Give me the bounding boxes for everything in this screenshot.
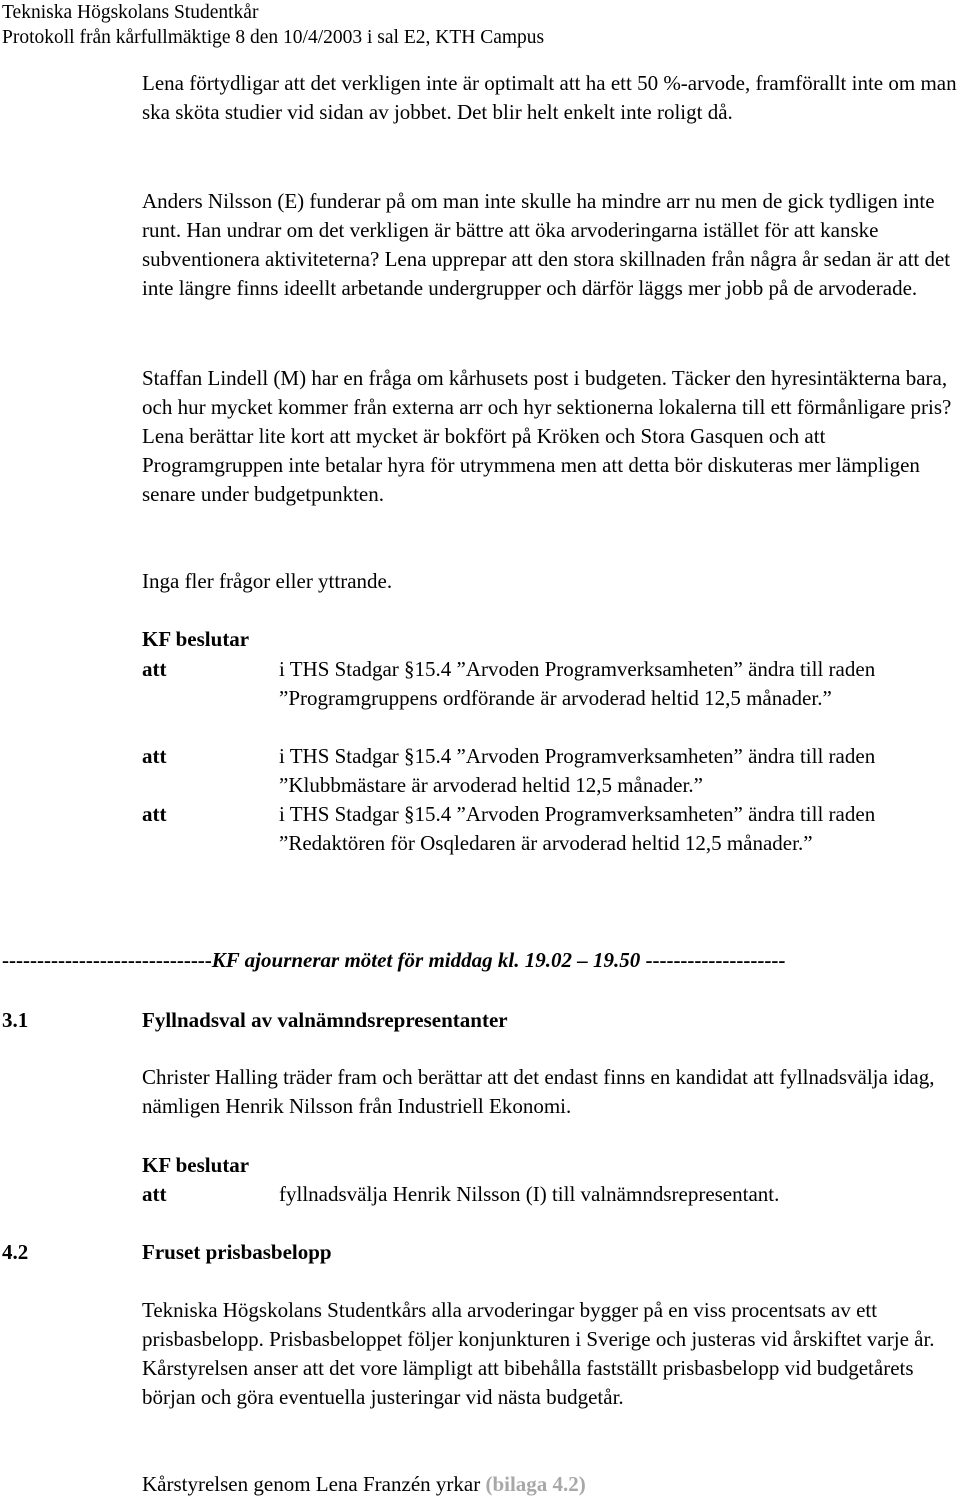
decision-text: i THS Stadgar §15.4 ”Arvoden Programverksamheten” ändra till raden ”Klubbmästare är arvoderad heltid 12,5 månader.” (279, 744, 876, 797)
decision-label: att (142, 802, 167, 826)
adjournment-text: KF ajournerar mötet för middag kl. 19.02 – 19.50 (211, 948, 641, 972)
header-protocol-title: Protokoll från kårfullmäktige 8 den 10/4/2003 i sal E2, KTH Campus (2, 27, 545, 48)
attachment-link[interactable]: (bilaga 4.2) (485, 1472, 586, 1496)
decision-label: att (142, 1182, 167, 1206)
section-body: Christer Halling träder fram och berättar att det endast finns en kandidat att fyllnadsvälja idag, nämligen Henrik Nilsson från Industriell Ekonomi. (142, 1065, 935, 1118)
section-title: Fruset prisbasbelopp (142, 1240, 332, 1264)
separator-dashes-left: ------------------------------ (2, 948, 212, 972)
paragraph-no-more-questions: Inga fler frågor eller yttrande. (142, 569, 393, 593)
document-header (2, 0, 544, 50)
decision-text: fyllnadsvälja Henrik Nilsson (I) till valnämndsrepresentant. (279, 1182, 780, 1206)
motion-text: Kårstyrelsen genom Lena Franzén yrkar (142, 1472, 486, 1496)
adjournment-separator (2, 946, 785, 975)
decision-heading: KF beslutar (142, 627, 250, 651)
motion-line (142, 1470, 957, 1499)
paragraph-anders-nilsson: Anders Nilsson (E) funderar på om man inte skulle ha mindre arr nu men de gick tydligen inte runt. Han undrar om det verkligen är bättre att öka arvoderingarna istället för att kanske subventionera aktiviteterna? Lena upprepar att den stora skillnaden från några år sedan är att det inte längre finns ideellt arbetande undergrupper och därför läggs mer jobb på de arvoderade. (142, 189, 951, 300)
section-title: Fyllnadsval av valnämndsrepresentanter (142, 1008, 508, 1032)
decision-text: i THS Stadgar §15.4 ”Arvoden Programverksamheten” ändra till raden ”Programgruppens ordförande är arvoderad heltid 12,5 månader.” (279, 657, 876, 710)
paragraph-lena-clarifies: Lena förtydligar att det verkligen inte är optimalt att ha ett 50 %-arvode, framförallt inte om man ska sköta studier vid sidan av jobbet. Det blir helt enkelt inte roligt då. (142, 71, 957, 124)
decision-label: att (142, 744, 167, 768)
header-organization: Tekniska Högskolans Studentkår (2, 2, 259, 23)
decision-text: i THS Stadgar §15.4 ”Arvoden Programverksamheten” ändra till raden ”Redaktören för Osqledaren är arvoderad heltid 12,5 månader.” (279, 802, 876, 855)
section-number: 3.1 (2, 1008, 29, 1032)
decision-label: att (142, 657, 167, 681)
paragraph-staffan-lindell: Staffan Lindell (M) har en fråga om kårhusets post i budgeten. Täcker den hyresintäkterna bara, och hur mycket kommer från externa arr och hyr sektionerna lokalerna till ett förmånligare pris? Lena berättar lite kort att mycket är bokfört på Kröken och Stora Gasquen och att Programgruppen inte betalar hyra för utrymmena men att detta bör diskuteras mer lämpligen senare under budgetpunkten. (142, 366, 952, 506)
section-body: Tekniska Högskolans Studentkårs alla arvoderingar bygger på en viss procentsats av ett prisbasbelopp. Prisbasbeloppet följer konjunkturen i Sverige och justeras vid årskiftet varje år. Kårstyrelsen anser att det vore lämpligt att bibehålla fastställt prisbasbelopp vid budgetårets början och göra eventuella justeringar vid nästa budgetår. (142, 1298, 935, 1409)
decision-heading: KF beslutar (142, 1153, 250, 1177)
section-number: 4.2 (2, 1240, 29, 1264)
separator-dashes-right: -------------------- (640, 948, 786, 972)
